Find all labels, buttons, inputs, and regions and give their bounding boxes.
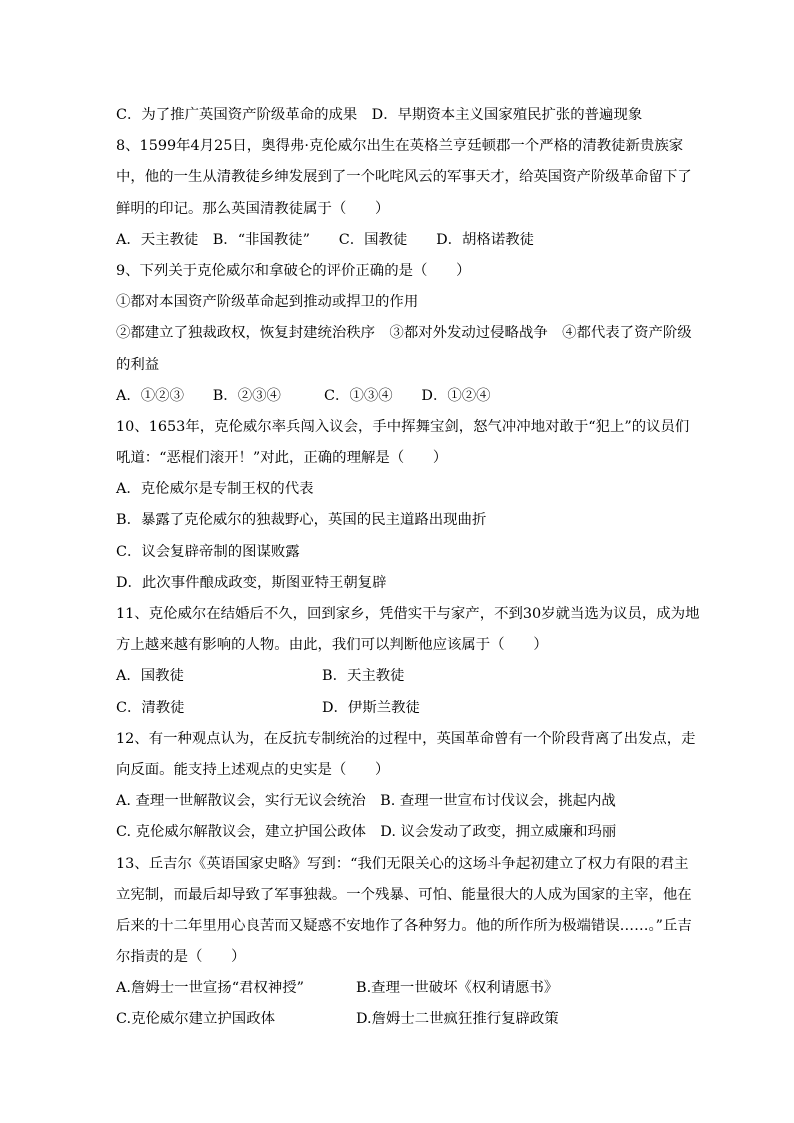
q10-option-a: A．克伦威尔是专制王权的代表 (116, 481, 314, 498)
q7-options-cd: C．为了推广英国资产阶级革命的成果 D．早期资本主义国家殖民扩张的普遍现象 (116, 107, 643, 123)
q13-option-d: D.詹姆士二世疯狂推行复辟政策 (356, 1011, 559, 1028)
q9-statements-2-4: ②都建立了独裁政权，恢复封建统治秩序 ③都对外发动过侵略战争 ④都代表了资产阶级 (116, 325, 692, 342)
q8-stem-line-2: 中，他的一生从清教徒乡绅发展到了一个叱咤风云的军事天才，给英国资产阶级革命留下了 (116, 169, 692, 186)
q13-stem-line-2: 立宪制，而最后却导致了军事独裁。一个残暴、可怕、能量很大的人成为国家的主宰，他在 (116, 886, 692, 903)
q8-options: A．天主教徒 B．“非国教徒” C．国教徒 D．胡格诺教徒 (116, 231, 534, 248)
q13-stem-line-4: 尔指责的是（ ） (116, 949, 246, 966)
q11-option-d: D．伊斯兰教徒 (322, 699, 420, 716)
q11-option-c: C．清教徒 (116, 699, 185, 716)
q13-options-row-2 (116, 1004, 678, 1035)
q13-option-c: C.克伦威尔建立护国政体 (116, 1011, 275, 1028)
q8-stem-line-1: 8、1599年4月25日，奥得弗·克伦威尔出生在英格兰亨廷顿郡一个严格的清教徒新贵族家 (116, 138, 684, 155)
q10-stem-line-2: 吼道：“恶棍们滚开！”对此，正确的理解是（ ） (116, 450, 448, 467)
q10-option-c: C．议会复辟帝制的图谋败露 (116, 543, 300, 560)
q12-options-cd: C. 克伦威尔解散议会，建立护国公政体 D. 议会发动了政变，拥立威廉和玛丽 (116, 824, 617, 841)
q10-option-b: B．暴露了克伦威尔的独裁野心，英国的民主道路出现曲折 (116, 512, 487, 529)
q13-stem-line-1: 13、丘吉尔《英语国家史略》写到：“我们无限关心的这场斗争起初建立了权力有限的君主 (116, 855, 689, 872)
q9-options: A．①②③ B．②③④ C．①③④ D．①②④ (116, 387, 491, 404)
q12-stem-line-2: 向反面。能支持上述观点的史实是（ ） (116, 761, 390, 778)
q10-stem-line-1: 10、1653年，克伦威尔率兵闯入议会，手中挥舞宝剑，怒气冲冲地对敢于“犯上”的议员们 (116, 418, 690, 435)
q13-options-row-1 (116, 973, 678, 1004)
q12-options-ab: A. 查理一世解散议会，实行无议会统治 B. 查理一世宣布讨伐议会，挑起内战 (116, 793, 616, 810)
q10-option-d: D．此次事件酿成政变，斯图亚特王朝复辟 (116, 574, 387, 591)
q13-option-a: A.詹姆士一世宣扬“君权神授” (116, 980, 304, 997)
q9-statements-cont: 的利益 (116, 356, 160, 373)
q11-option-a: A．国教徒 (116, 668, 184, 685)
q11-options-row-2 (116, 693, 678, 724)
q13-stem-line-3: 后来的十二年里用心良苦而又疑惑不安地作了各种努力。他的所作所为极端错误……。”丘吉 (116, 917, 692, 934)
q11-stem-line-2: 方上越来越有影响的人物。由此，我们可以判断他应该属于（ ） (116, 637, 548, 654)
q11-options-row-1 (116, 661, 678, 692)
document-page (116, 100, 700, 1036)
q8-stem-line-3: 鲜明的印记。那么英国清教徒属于（ ） (116, 200, 390, 217)
q9-stem: 9、下列关于克伦威尔和拿破仑的评价正确的是（ ） (116, 262, 471, 279)
q11-option-b: B．天主教徒 (322, 668, 405, 685)
q11-stem-line-1: 11、克伦威尔在结婚后不久，回到家乡，凭借实干与家产，不到30岁就当选为议员，成为地 (116, 606, 700, 622)
q12-stem-line-1: 12、有一种观点认为，在反抗专制统治的过程中，英国革命曾有一个阶段背离了出发点，走 (116, 730, 696, 747)
q13-option-b: B.查理一世破坏《权利请愿书》 (356, 980, 559, 997)
q9-statement-1: ①都对本国资产阶级革命起到推动或捍卫的作用 (116, 294, 419, 311)
